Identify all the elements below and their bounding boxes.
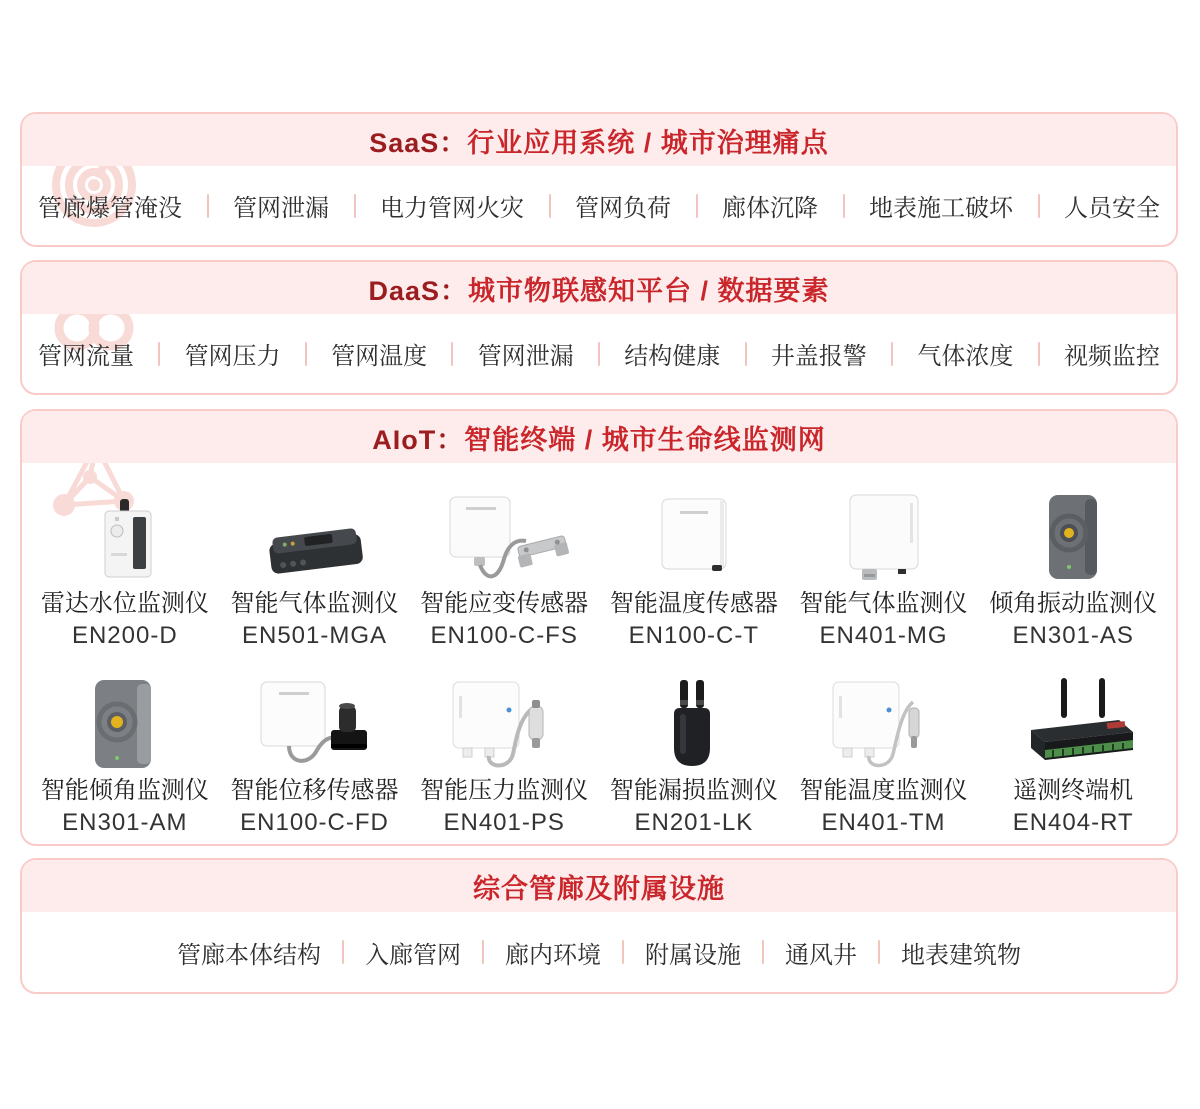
corridor-item: 廊内环境 bbox=[505, 941, 601, 969]
item-separator bbox=[696, 194, 698, 218]
saas-item: 廊体沉降 bbox=[722, 195, 818, 222]
item-separator bbox=[762, 940, 764, 964]
daas-item: 管网温度 bbox=[331, 343, 428, 370]
corridor-item: 地表建筑物 bbox=[901, 941, 1021, 969]
product-model: EN201-LK bbox=[634, 809, 754, 836]
product-card bbox=[409, 463, 599, 652]
product-model: EN301-AM bbox=[62, 809, 188, 836]
pressure-monitor-device-image bbox=[439, 676, 569, 770]
item-separator bbox=[622, 940, 624, 964]
daas-item: 管网流量 bbox=[38, 343, 134, 370]
corridor-item: 通风井 bbox=[785, 941, 857, 969]
daas-item: 气体浓度 bbox=[917, 343, 1014, 370]
product-name: 倾角振动监测仪 bbox=[989, 590, 1158, 617]
product-model: EN301-AS bbox=[1012, 622, 1134, 649]
product-name: 智能气体监测仪 bbox=[799, 590, 968, 617]
daas-item: 井盖报警 bbox=[770, 343, 867, 370]
product-card bbox=[220, 463, 410, 652]
product-card bbox=[599, 652, 789, 839]
daas-item: 视频监控 bbox=[1063, 343, 1160, 370]
product-model: EN404-RT bbox=[1012, 809, 1134, 836]
aiot-title-prefix: AIoT： bbox=[372, 424, 465, 455]
aiot-products-row-2 bbox=[22, 652, 1176, 839]
daas-title-prefix: DaaS： bbox=[368, 275, 469, 306]
saas-title-prefix: SaaS： bbox=[369, 127, 468, 158]
product-name: 智能压力监测仪 bbox=[420, 777, 589, 804]
product-card bbox=[220, 652, 410, 839]
product-card bbox=[409, 652, 599, 839]
item-separator bbox=[354, 194, 356, 218]
daas-title-main: 城市物联感知平台 / 数据要素 bbox=[468, 275, 830, 306]
product-model: EN100-C-FD bbox=[240, 809, 389, 836]
daas-item: 结构健康 bbox=[624, 343, 721, 370]
product-name: 智能应变传感器 bbox=[420, 590, 589, 617]
saas-item: 人员安全 bbox=[1064, 195, 1160, 222]
item-separator bbox=[843, 194, 845, 218]
saas-panel-title bbox=[22, 114, 1176, 166]
temperature-monitor-device-image bbox=[819, 676, 949, 770]
panel-saas bbox=[20, 112, 1178, 247]
rtu-terminal-device-image bbox=[1003, 676, 1143, 770]
product-name: 智能倾角监测仪 bbox=[40, 777, 209, 804]
product-model: EN401-TM bbox=[821, 809, 946, 836]
tilt-vibration-device-image bbox=[1013, 489, 1133, 583]
product-model: EN401-PS bbox=[443, 809, 565, 836]
product-name: 智能位移传感器 bbox=[230, 777, 399, 804]
gas-monitor-box-device-image bbox=[824, 489, 944, 583]
corridor-item: 入廊管网 bbox=[365, 941, 461, 969]
product-model: EN100-C-FS bbox=[430, 622, 578, 649]
temperature-sensor-device-image bbox=[634, 489, 754, 583]
corridor-title-main: 综合管廊及附属设施 bbox=[473, 873, 725, 904]
product-name: 智能漏损监测仪 bbox=[609, 777, 778, 804]
item-separator bbox=[745, 342, 747, 366]
product-model: EN200-D bbox=[71, 622, 178, 649]
corridor-item: 管廊本体结构 bbox=[177, 941, 321, 969]
tilt-monitor-device-image bbox=[65, 676, 185, 770]
product-card bbox=[30, 652, 220, 839]
product-model: EN501-MGA bbox=[241, 622, 388, 649]
daas-item: 管网泄漏 bbox=[477, 343, 574, 370]
item-separator bbox=[482, 940, 484, 964]
panel-aiot bbox=[20, 409, 1178, 846]
product-model: EN401-MG bbox=[819, 622, 948, 649]
item-separator bbox=[598, 342, 600, 366]
saas-item: 管网泄漏 bbox=[233, 195, 329, 222]
saas-item: 管廊爆管淹没 bbox=[38, 195, 182, 222]
saas-item: 电力管网火灾 bbox=[380, 195, 524, 222]
item-separator bbox=[342, 940, 344, 964]
radar-water-level-device-image bbox=[65, 489, 185, 583]
product-card bbox=[30, 463, 220, 652]
item-separator bbox=[451, 342, 453, 366]
daas-item: 管网压力 bbox=[184, 343, 281, 370]
product-card bbox=[789, 463, 979, 652]
product-name: 智能气体监测仪 bbox=[230, 590, 399, 617]
saas-item: 管网负荷 bbox=[575, 195, 671, 222]
item-separator bbox=[158, 342, 160, 366]
saas-item: 地表施工破坏 bbox=[869, 195, 1013, 222]
corridor-items-row bbox=[22, 912, 1176, 992]
saas-title-main: 行业应用系统 / 城市治理痛点 bbox=[467, 127, 829, 158]
aiot-products-row-1 bbox=[22, 463, 1176, 652]
product-name: 遥测终端机 bbox=[1013, 777, 1134, 804]
aiot-title-main: 智能终端 / 城市生命线监测网 bbox=[464, 424, 826, 455]
product-name: 智能温度监测仪 bbox=[799, 777, 968, 804]
leak-monitor-device-image bbox=[634, 676, 754, 770]
panel-corridor bbox=[20, 858, 1178, 994]
product-card bbox=[978, 652, 1168, 839]
corridor-panel-title bbox=[22, 860, 1176, 912]
product-model: EN100-C-T bbox=[628, 622, 760, 649]
aiot-panel-title bbox=[22, 411, 1176, 463]
corridor-item: 附属设施 bbox=[645, 941, 741, 969]
item-separator bbox=[891, 342, 893, 366]
panel-daas bbox=[20, 260, 1178, 395]
item-separator bbox=[1038, 194, 1040, 218]
daas-items-row bbox=[22, 314, 1176, 393]
gas-monitor-flat-device-image bbox=[250, 489, 380, 583]
displacement-sensor-device-image bbox=[245, 676, 385, 770]
product-card bbox=[789, 652, 979, 839]
item-separator bbox=[207, 194, 209, 218]
item-separator bbox=[305, 342, 307, 366]
product-card bbox=[978, 463, 1168, 652]
item-separator bbox=[878, 940, 880, 964]
product-card bbox=[599, 463, 789, 652]
product-name: 智能温度传感器 bbox=[609, 590, 778, 617]
product-name: 雷达水位监测仪 bbox=[40, 590, 209, 617]
item-separator bbox=[549, 194, 551, 218]
saas-items-row bbox=[22, 166, 1176, 245]
daas-panel-title bbox=[22, 262, 1176, 314]
strain-sensor-device-image bbox=[434, 489, 574, 583]
item-separator bbox=[1038, 342, 1040, 366]
